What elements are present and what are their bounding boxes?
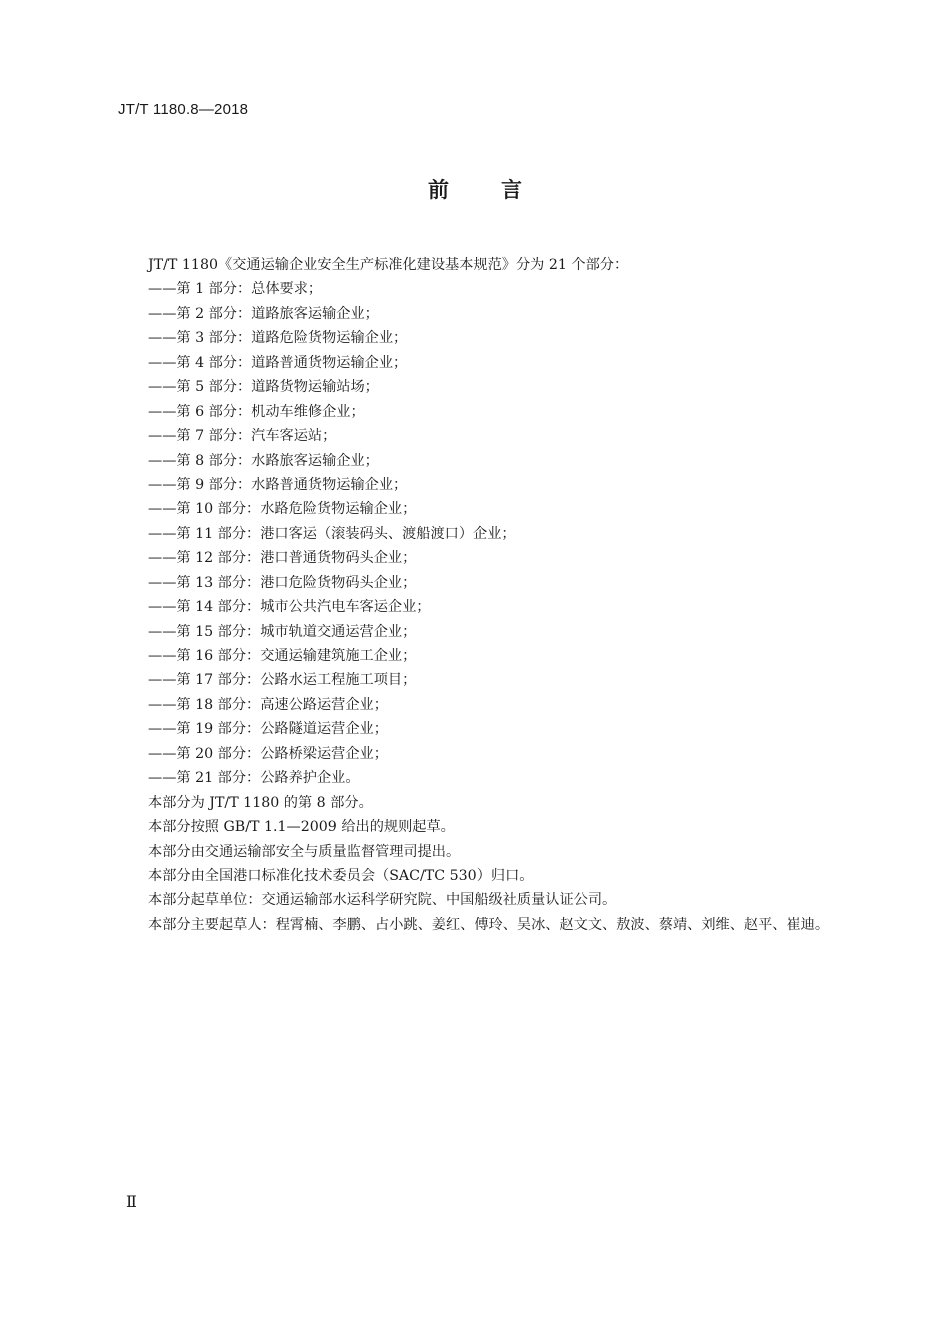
page-title-char-2: 言 — [501, 178, 522, 202]
statements-list — [148, 791, 848, 938]
statement-proposer: 本部分由交通运输部安全与质量监督管理司提出。 — [148, 843, 461, 860]
part-list-item: ——第 16 部分：交通运输建筑施工企业； — [148, 648, 417, 664]
part-list-item: ——第 3 部分：道路危险货物运输企业； — [148, 330, 408, 347]
part-list-item: ——第 18 部分：高速公路运营企业； — [148, 696, 388, 713]
part-list-item: ——第 17 部分：公路水运工程施工项目； — [148, 672, 417, 689]
foreword-body — [148, 253, 848, 937]
part-list-item: ——第 12 部分：港口普通货物码头企业； — [148, 550, 417, 567]
part-list-item: ——第 7 部分：汽车客运站； — [148, 428, 337, 445]
page-title — [0, 176, 950, 204]
part-list-item: ——第 10 部分：水路危险货物运输企业； — [148, 501, 417, 518]
statement-drafters: 本部分主要起草人：程霄楠、李鹏、占小跳、姜红、傅玲、吴冰、赵文文、敖波、蔡靖、刘维、赵平、崔迪。 — [148, 916, 830, 933]
statement-part-number: 本部分为 JT/T 1180 的第 8 部分。 — [148, 794, 373, 811]
statement-drafting-rules: 本部分按照 GB/T 1.1—2009 给出的规则起草。 — [148, 819, 455, 836]
part-list-item: ——第 8 部分：水路旅客运输企业； — [148, 452, 379, 469]
statement-drafting-units: 本部分起草单位：交通运输部水运科学研究院、中国船级社质量认证公司。 — [148, 892, 617, 909]
part-list-item: ——第 6 部分：机动车维修企业； — [148, 403, 365, 420]
part-list-item: ——第 1 部分：总体要求； — [148, 281, 323, 298]
part-list-item: ——第 13 部分：港口危险货物码头企业； — [148, 574, 417, 591]
part-list-item: ——第 15 部分：城市轨道交通运营企业； — [148, 623, 417, 640]
page-title-char-1: 前 — [428, 178, 449, 202]
part-list-item: ——第 5 部分：道路货物运输站场； — [148, 379, 379, 396]
part-list-item: ——第 2 部分：道路旅客运输企业； — [148, 305, 379, 322]
standard-code-header: JT/T 1180.8—2018 — [118, 101, 249, 118]
part-list-item: ——第 20 部分：公路桥梁运营企业； — [148, 745, 388, 762]
statement-committee: 本部分由全国港口标准化技术委员会（SAC/TC 530）归口。 — [148, 867, 534, 884]
part-list-item: ——第 9 部分：水路普通货物运输企业； — [148, 476, 408, 493]
part-list-item: ——第 21 部分：公路养护企业。 — [148, 770, 360, 787]
part-list-item: ——第 4 部分：道路普通货物运输企业； — [148, 354, 408, 371]
parts-list — [148, 277, 848, 790]
part-list-item: ——第 14 部分：城市公共汽电车客运企业； — [148, 599, 431, 616]
part-list-item: ——第 11 部分：港口客运（滚装码头、渡船渡口）企业； — [148, 525, 516, 542]
intro-line: JT/T 1180《交通运输企业安全生产标准化建设基本规范》分为 21 个部分： — [148, 257, 629, 273]
page-number: Ⅱ — [126, 1194, 137, 1211]
part-list-item: ——第 19 部分：公路隧道运营企业； — [148, 721, 388, 738]
